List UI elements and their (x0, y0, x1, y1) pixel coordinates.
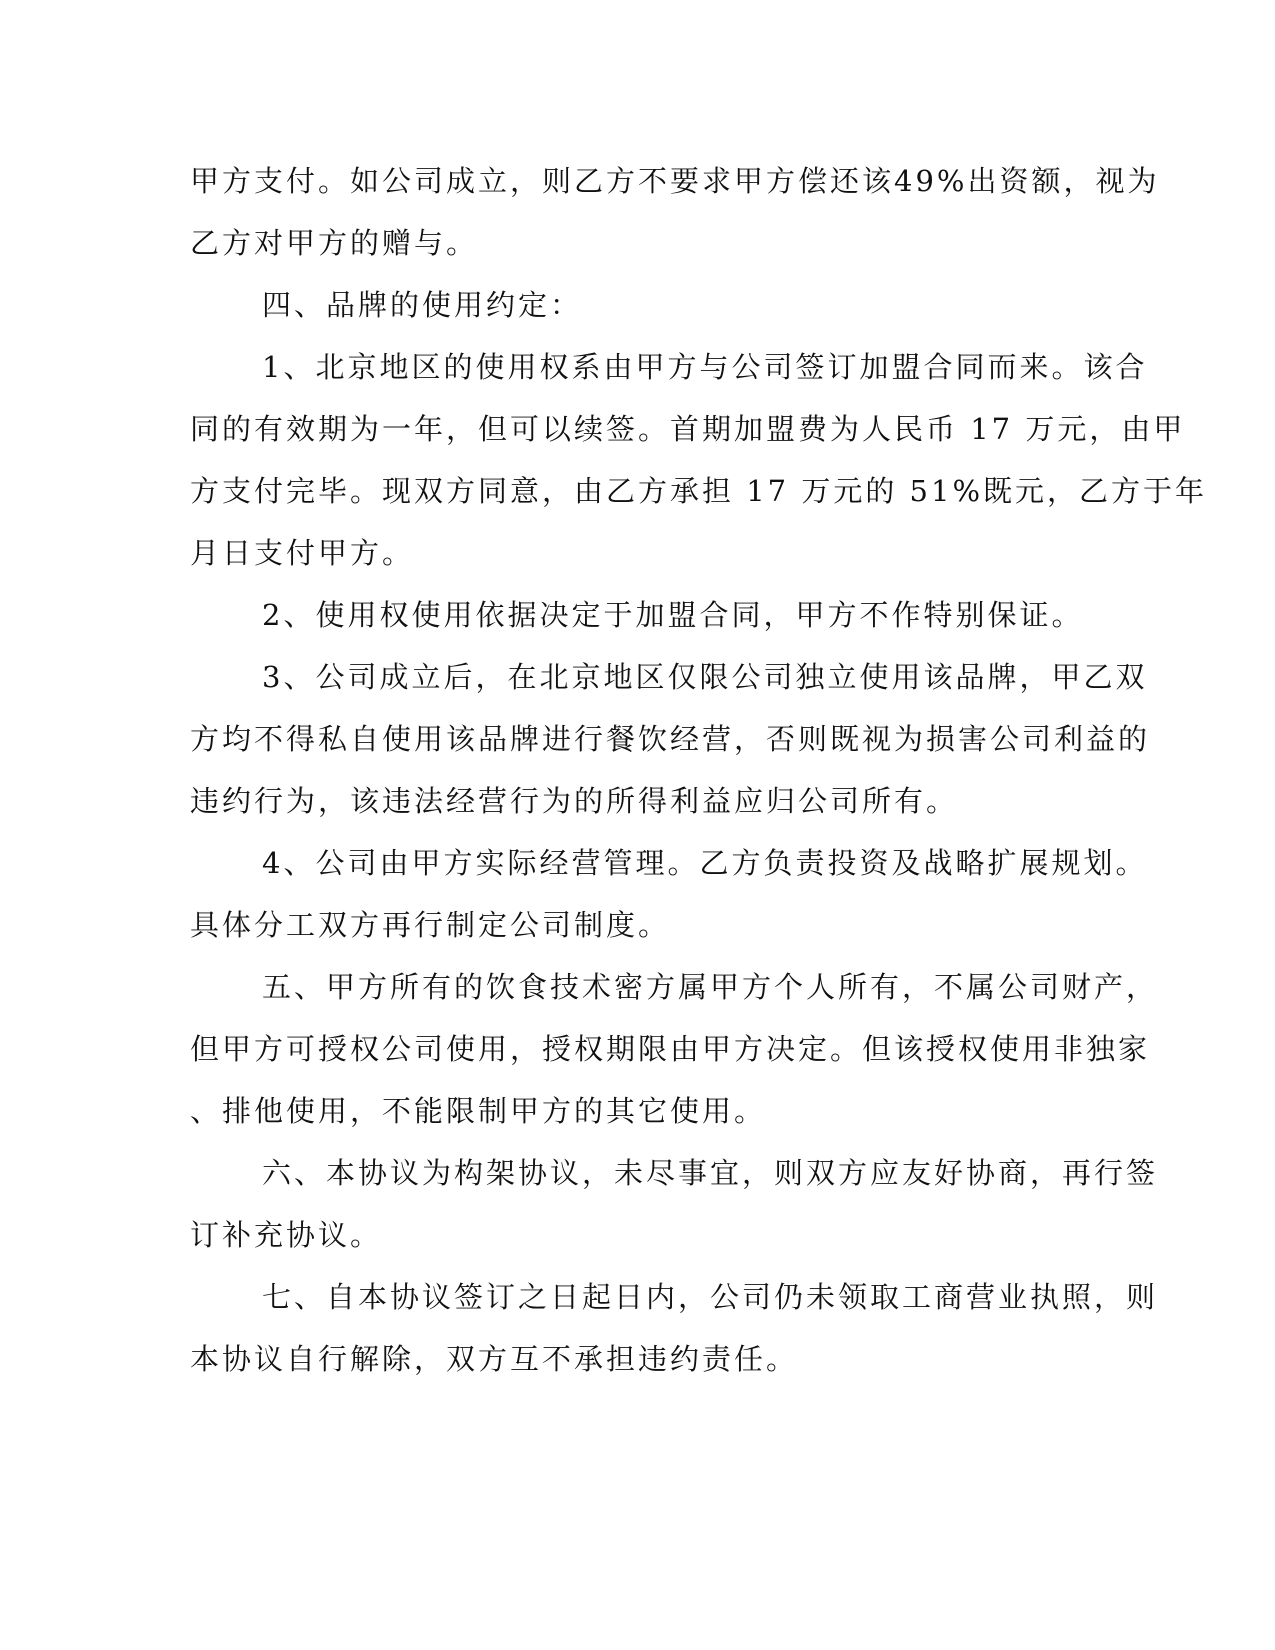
text-line: 1、北京地区的使用权系由甲方与公司签订加盟合同而来。该合 (262, 350, 1148, 384)
text-line: 方均不得私自使用该品牌进行餐饮经营，否则既视为损害公司利益的 (190, 722, 1151, 756)
text-line: 本协议自行解除，双方互不承担违约责任。 (190, 1342, 799, 1376)
text-line: 月日支付甲方。 (190, 536, 415, 570)
section-heading: 六、本协议为构架协议，未尽事宜，则双方应友好协商，再行签 (262, 1156, 1159, 1190)
text-line: 乙方对甲方的赠与。 (190, 226, 479, 260)
text-line: 4、公司由甲方实际经营管理。乙方负责投资及战略扩展规划。 (262, 846, 1148, 880)
text-line: 甲方支付。如公司成立，则乙方不要求甲方偿还该49%出资额，视为 (190, 164, 1160, 198)
text-line: 但甲方可授权公司使用，授权期限由甲方决定。但该授权使用非独家 (190, 1032, 1151, 1066)
section-heading: 五、甲方所有的饮食技术密方属甲方个人所有，不属公司财产， (262, 970, 1159, 1004)
section-heading: 四、品牌的使用约定： (262, 288, 583, 322)
text-line: 3、公司成立后，在北京地区仅限公司独立使用该品牌，甲乙双 (262, 660, 1148, 694)
text-line: 2、使用权使用依据决定于加盟合同，甲方不作特别保证。 (262, 598, 1084, 632)
text-line: 违约行为，该违法经营行为的所得利益应归公司所有。 (190, 784, 959, 818)
text-line: 具体分工双方再行制定公司制度。 (190, 908, 671, 942)
text-line: 方支付完毕。现双方同意，由乙方承担 17 万元的 51%既元，乙方于年 (190, 474, 1208, 508)
text-line: 、排他使用，不能限制甲方的其它使用。 (190, 1094, 767, 1128)
text-line: 同的有效期为一年，但可以续签。首期加盟费为人民币 17 万元，由甲 (190, 412, 1186, 446)
section-heading: 七、自本协议签订之日起日内，公司仍未领取工商营业执照，则 (262, 1280, 1159, 1314)
text-line: 订补充协议。 (190, 1218, 383, 1252)
document-body (190, 150, 1208, 1390)
